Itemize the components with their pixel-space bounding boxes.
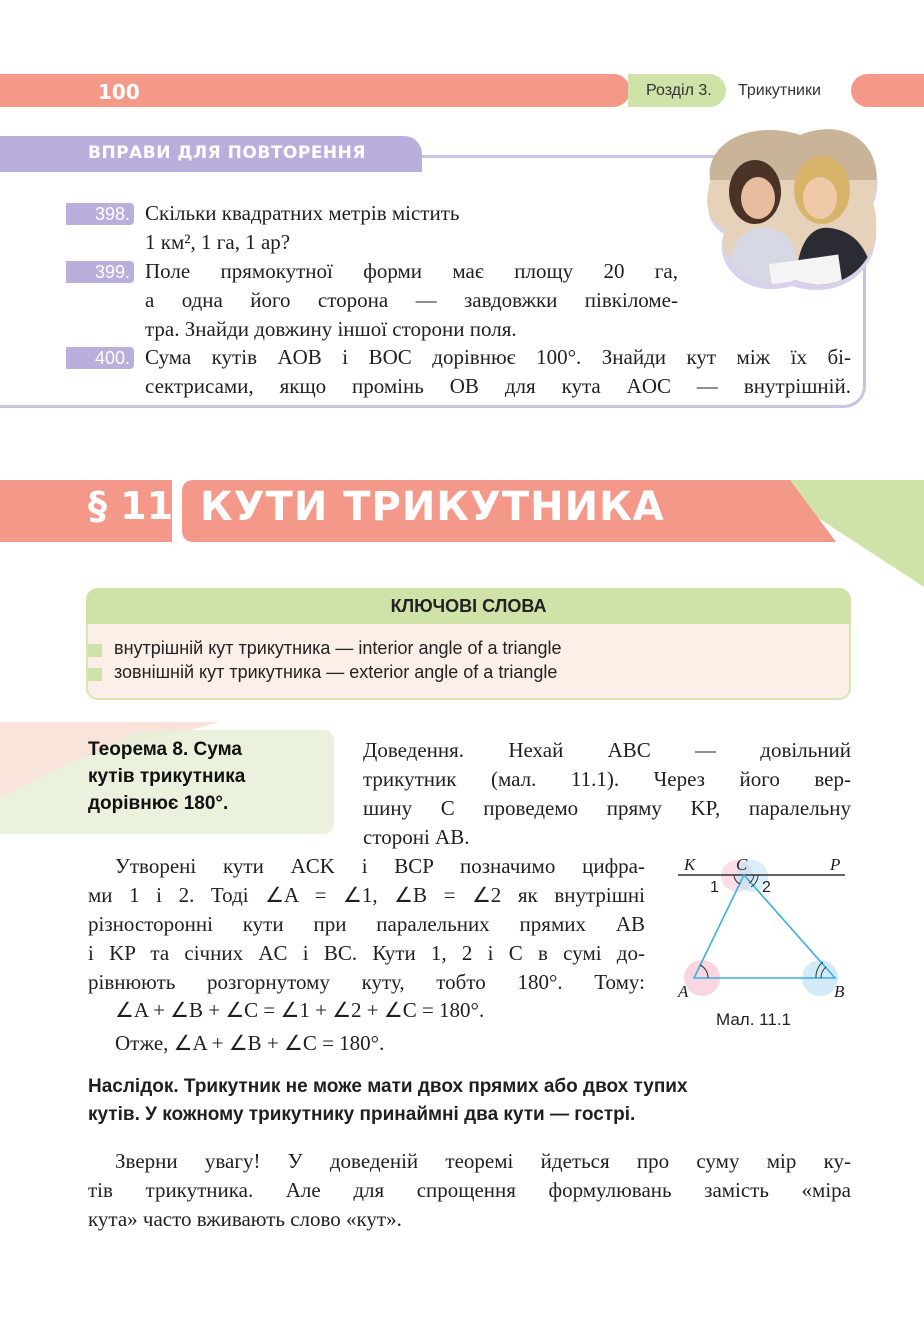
exercises-title: ВПРАВИ ДЛЯ ПОВТОРЕННЯ xyxy=(88,143,366,163)
note-line: Зверни увагу! У доведеній теоремі йдеться про суму мір ку- xyxy=(115,1149,851,1173)
theorem-line: дорівнює 180°. xyxy=(88,793,229,814)
proof-line: Доведення. Нехай ABC — довільний xyxy=(363,738,851,762)
proof-line: трикутник (мал. 11.1). Через його вер- xyxy=(363,767,851,791)
theorem-line: кутів трикутника xyxy=(88,766,246,787)
proof-line: ми 1 і 2. Тоді ∠A = ∠1, ∠B = ∠2 як внутрішні xyxy=(88,883,645,907)
theorem-statement xyxy=(88,736,328,817)
students-photo xyxy=(700,120,880,295)
corollary-line: Наслідок. Трикутник не може мати двох прямих або двох тупих xyxy=(88,1076,688,1097)
exercise-text: Сума кутів AOB і BOC дорівнює 100°. Знайди кут між їх бі- xyxy=(145,345,851,369)
label-k: K xyxy=(684,855,696,874)
label-c: C xyxy=(736,855,748,874)
keyword-item: внутрішній кут трикутника — interior angle of a triangle xyxy=(114,638,562,658)
chapter-name: Трикутники xyxy=(738,82,821,99)
exercise-number: 400. xyxy=(66,347,134,369)
exercise-text: Поле прямокутної форми має площу 20 га, xyxy=(145,259,678,283)
header-band xyxy=(0,74,630,107)
keyword-item: зовнішній кут трикутника — exterior angle of a triangle xyxy=(114,662,558,682)
header-band-right xyxy=(851,74,924,107)
exercise-number: 399. xyxy=(66,261,134,283)
proof-line: рівнюють розгорнутому куту, тобто 180°. Тому: xyxy=(88,970,645,994)
label-a: A xyxy=(678,982,689,1001)
formula-line: ∠A + ∠B + ∠C = ∠1 + ∠2 + ∠C = 180°. xyxy=(115,998,485,1022)
bullet-icon xyxy=(88,644,102,657)
bullet-icon xyxy=(88,668,102,681)
chapter-label: Розділ 3. xyxy=(628,74,726,107)
note-line: тів трикутника. Але для спрощення формулювань замість «міра xyxy=(88,1178,851,1202)
exercise-text: тра. Знайди довжину іншої сторони поля. xyxy=(145,317,517,341)
angle-label-2: 2 xyxy=(762,879,771,896)
figure-caption: Мал. 11.1 xyxy=(716,1010,791,1029)
label-p: P xyxy=(830,855,841,874)
keywords-title: КЛЮЧОВІ СЛОВА xyxy=(390,596,547,616)
theorem-line: Теорема 8. Сума xyxy=(88,739,242,760)
exercise-text: 1 км², 1 га, 1 ар? xyxy=(145,230,291,254)
proof-line: стороні AB. xyxy=(363,825,470,849)
exercise-text: Скільки квадратних метрів містить xyxy=(145,201,460,225)
proof-line: і KP та січних AC і BC. Кути 1, 2 і C в сумі до- xyxy=(88,941,645,965)
label-b: B xyxy=(834,982,845,1001)
conclusion-line: Отже, ∠A + ∠B + ∠C = 180°. xyxy=(115,1031,385,1055)
note-line: кута» часто вживають слово «кут». xyxy=(88,1207,402,1231)
corollary-line: кутів. У кожному трикутнику принаймні два кути — гострі. xyxy=(88,1104,636,1125)
triangle-figure xyxy=(670,852,855,1002)
proof-line: Утворені кути ACK і BCP позначимо цифра- xyxy=(115,854,645,878)
exercise-text: сектрисами, якщо промінь OB для кута AOC — внутрішній. xyxy=(145,374,851,398)
proof-line: різносторонні кути при паралельних прямих AB xyxy=(88,912,645,936)
exercise-number: 398. xyxy=(66,203,134,225)
section-title: КУТИ ТРИКУТНИКА xyxy=(200,484,665,530)
proof-line: шину C проведемо пряму KP, паралельну xyxy=(363,796,851,820)
section-number: § 11 xyxy=(88,484,174,528)
angle-label-1: 1 xyxy=(710,879,719,896)
page-number: 100 xyxy=(98,80,140,104)
exercise-text: а одна його сторона — завдовжки півкіломе- xyxy=(145,288,678,312)
